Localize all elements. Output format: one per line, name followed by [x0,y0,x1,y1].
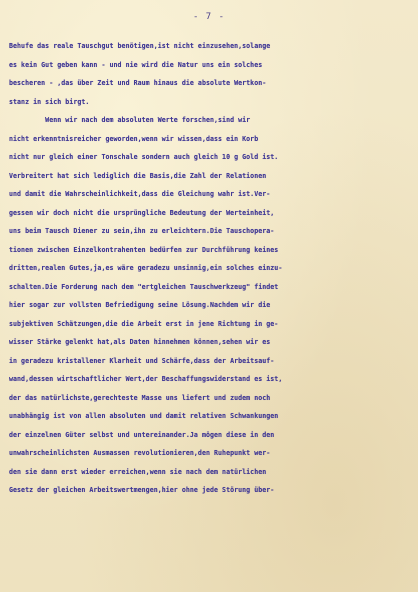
text-line: Wenn wir nach dem absoluten Werte forschen,sind wir [9,116,251,124]
text-line: stanz in sich birgt. [9,97,90,106]
text-line: wisser Stärke gelenkt hat,als Daten hinnehmen können,sehen wir es [9,338,271,346]
text-line: subjektiven Schätzungen,die die Arbeit erst in jene Richtung in ge- [9,319,279,328]
text-line: Behufe das reale Tauschgut benötigen,ist nicht einzusehen,solange [9,42,271,50]
text-line: unabhängig ist von allen absoluten und damit relativen Schwankungen [9,412,279,420]
text-line: nicht erkenntnisreicher geworden,wenn wir wissen,dass ein Korb [9,134,259,143]
text-line: nicht nur gleich einer Tonschale sondern auch gleich 10 g Gold ist. [9,153,279,161]
text-line: schalten.Die Forderung nach dem "ertgleichen Tauschwerkzeug" findet [9,282,279,291]
text-line: tionen zwischen Einzelkontrahenten bedürfen zur Durchführung keines [9,245,279,254]
page-number: - 7 - [192,12,226,22]
text-line: bescheren - ,das über Zeit und Raum hinaus die absolute Wertkon- [9,79,267,87]
text-line: in geradezu kristallener Klarheit und Schärfe,dass der Arbeitsauf- [9,356,275,365]
text-line: der einzelnen Güter selbst und untereinander.Ja mögen diese in den [9,430,275,439]
text-line: den sie dann erst wieder erreichen,wenn sie nach dem natürlichen [9,467,267,476]
text-line: Gesetz der gleichen Arbeitswertmengen,hier ohne jede Störung über- [9,486,275,494]
text-line: uns beim Tausch Diener zu sein,ihn zu erleichtern.Die Tauschopera- [9,227,275,235]
text-line: unwahrscheinlichsten Ausmassen revolutionieren,den Ruhepunkt wer- [9,449,271,457]
text-line: und damit die Wahrscheinlichkeit,dass die Gleichung wahr ist.Ver- [9,190,271,198]
text-line: dritten,realen Gutes,ja,es wäre geradezu unsinnig,ein solches einzu- [9,264,283,272]
text-line: wand,dessen wirtschaftlicher Wert,der Beschaffungswiderstand es ist, [9,375,283,383]
text-line: es kein Gut geben kann - und nie wird die Natur uns ein solches [9,60,263,69]
text-line: gessen wir doch nicht die ursprüngliche Bedeutung der Werteinheit, [9,208,275,217]
text-line: der das natürlichste,gerechteste Masse uns liefert und zudem noch [9,393,271,402]
text-line: Verbreitert hat sich lediglich die Basis,die Zahl der Relationen [9,171,267,180]
text-line: hier sogar zur vollsten Befriedigung seine Lösung.Nachdem wir die [9,301,271,309]
body-text [9,37,409,500]
